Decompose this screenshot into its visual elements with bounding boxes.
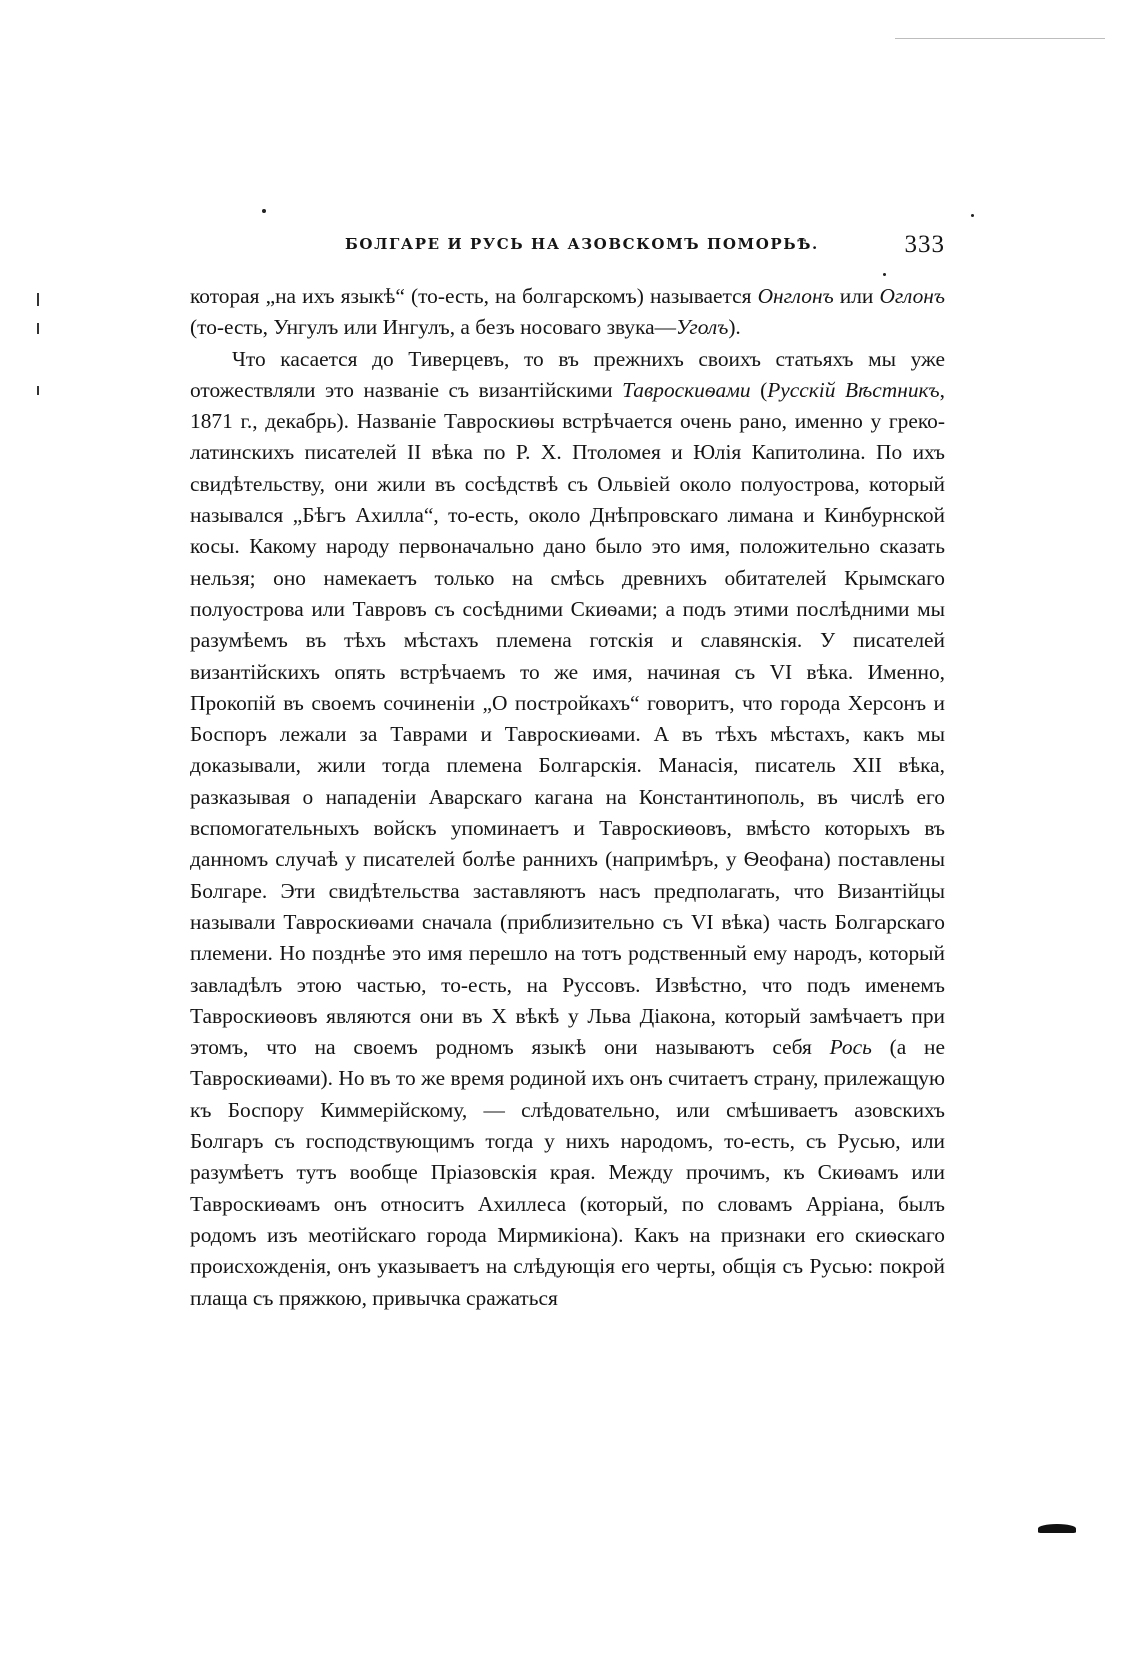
italic-text: Тавроскиѳами: [622, 377, 751, 402]
margin-mark: [37, 323, 39, 334]
text-run: которая „на ихъ языкѣ“ (то-есть, на болгарскомъ) называется: [190, 284, 758, 308]
paragraph: [190, 281, 945, 344]
margin-mark: [37, 293, 39, 306]
paragraph: [190, 344, 945, 1314]
italic-text: Уголъ: [676, 315, 729, 340]
text-run: (: [750, 377, 768, 402]
text-run: или: [833, 284, 880, 308]
text-run: (то-есть, Унгулъ или Ингулъ, а безъ носоваго звука—: [190, 315, 677, 340]
body-text: [190, 281, 945, 1314]
italic-text: Рось: [829, 1035, 872, 1060]
running-head: [190, 231, 945, 265]
page-number: 333: [904, 231, 945, 258]
text-run: Что касается до Тиверцевъ, то въ прежнихъ своихъ статьяхъ мы уже отожествляли это названіе съ византійскими: [190, 346, 945, 402]
italic-text: Русскій Вѣстникъ: [767, 377, 940, 402]
margin-mark: [37, 386, 39, 395]
text-run: (а не Тавроскиѳами). Но въ то же время родиной ихъ онъ считаетъ страну, прилежащую къ Боспору Киммерійскому, — слѣдовательно, или смѣшиваетъ азовскихъ Болгаръ съ господствующимъ тогда у нихъ народомъ, то-есть, съ Русью, или разумѣетъ тутъ вообще Пріазовскія края. Между прочимъ, къ Скиѳамъ или Тавроскиѳамъ онъ относитъ Ахиллеса (который, по словамъ Арріана, былъ родомъ изъ меотійскаго города Мирмикіона). Какъ на признаки его скиѳскаго происхожденія, онъ указываетъ на слѣдующія его черты, общія съ Русью: покрой плаща съ пряжкою, привычка сражаться: [190, 1035, 945, 1310]
scan-speck: [971, 214, 974, 217]
scan-speck: [883, 273, 886, 276]
text-run: , 1871 г., декабрь). Названіе Тавроскиѳы встрѣчается очень рано, именно у греко-латинскихъ писателей II вѣка по Р. Х. Птоломея и Юлія Капитолина. По ихъ свидѣтельству, они жили въ сосѣдствѣ съ Ольвіей около полуострова, который назывался „Бѣгъ Ахилла“, то-есть, около Днѣпровскаго лимана и Кинбурнской косы. Какому народу первоначально дано было это имя, положительно сказать нельзя; оно намекаетъ только на смѣсь древнихъ обитателей Крымскаго полуострова или Тавровъ съ сосѣдними Скиѳами; а подъ этими послѣдними мы разумѣемъ въ тѣхъ мѣстахъ племена готскія и славянскія. У писателей византійскихъ опять встрѣчаемъ то же имя, начиная съ VI вѣка. Именно, Прокопій въ своемъ сочиненіи „О постройкахъ“ говоритъ, что города Херсонъ и Боспоръ лежали за Таврами и Тавроскиѳами. А въ тѣхъ мѣстахъ, какъ мы доказывали, жили тогда племена Болгарскія. Манасія, писатель XII вѣка, разказывая о нападеніи Аварскаго кагана на Константинополь, въ числѣ его вспомогательныхъ войскъ упоминаетъ и Тавроскиѳовъ, вмѣсто которыхъ въ данномъ случаѣ у писателей болѣе раннихъ (напримѣръ, у Ѳеофана) поставлены Болгаре. Эти свидѣтельства заставляютъ насъ предполагать, что Византійцы называли Тавроскиѳами сначала (приблизительно съ VI вѣка) часть Болгарскаго племени. Но позднѣе это имя перешло на тотъ родственный ему народъ, который завладѣлъ этою частью, то-есть, на Руссовъ. Извѣстно, что подъ именемъ Тавроскиѳовъ являются они въ X вѣкѣ у Льва Діакона, который замѣчаетъ при этомъ, что на своемъ родномъ языкѣ они называютъ себя: [190, 377, 945, 1060]
text-run: ).: [728, 315, 741, 340]
italic-text: Онглонъ: [757, 284, 834, 308]
ink-smudge: [1038, 1524, 1076, 1533]
running-title: БОЛГАРЕ И РУСЬ НА АЗОВСКОМЪ ПОМОРЬѢ.: [345, 235, 819, 253]
scan-edge-line: [895, 38, 1105, 39]
italic-text: Оглонъ: [879, 284, 945, 308]
scan-speck: [262, 209, 266, 213]
